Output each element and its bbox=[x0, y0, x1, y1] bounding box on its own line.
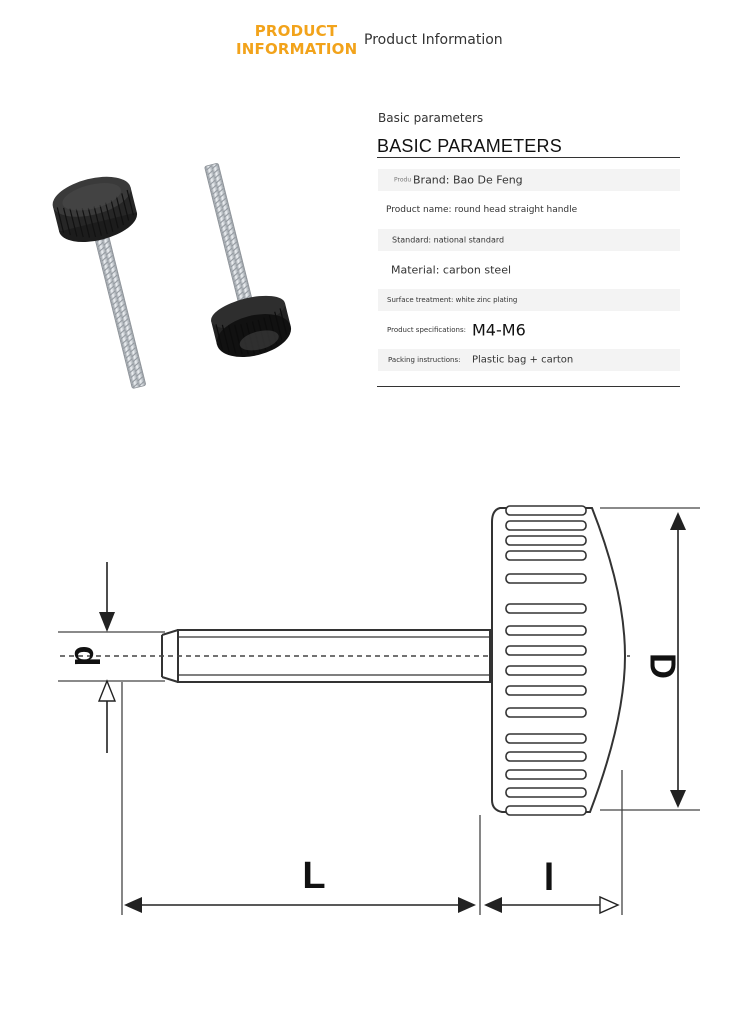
param-row-standard bbox=[378, 229, 680, 251]
right-screw bbox=[174, 160, 295, 364]
param-row-brand bbox=[378, 169, 680, 191]
param-row-material bbox=[378, 259, 680, 281]
params-top-rule bbox=[377, 157, 680, 158]
param-row-packing-label: Packing instructions: bbox=[388, 356, 461, 364]
param-row-surface-text: Surface treatment: white zinc plating bbox=[387, 296, 518, 304]
params-title: BASIC PARAMETERS bbox=[377, 136, 562, 156]
param-row-material-text: Material: carbon steel bbox=[391, 263, 512, 277]
section-title: Product Information bbox=[364, 32, 503, 48]
param-row-spec-value: M4-M6 bbox=[472, 320, 526, 340]
badge-line-1: PRODUCT bbox=[254, 22, 338, 40]
dimension-label-D: D bbox=[642, 653, 684, 679]
section-badge bbox=[236, 22, 356, 58]
dimension-label-d: d bbox=[67, 645, 106, 667]
param-row-name bbox=[378, 199, 680, 221]
badge-line-2: INFORMATION bbox=[236, 40, 358, 58]
params-subtitle: Basic parameters bbox=[378, 111, 484, 125]
param-row-surface bbox=[378, 289, 680, 311]
param-row-packing bbox=[378, 349, 680, 371]
param-row-standard-text: Standard: national standard bbox=[392, 235, 505, 245]
left-screw bbox=[49, 170, 178, 397]
param-row-brand-text: Brand: Bao De Feng bbox=[413, 173, 523, 187]
dimension-label-l: l bbox=[543, 857, 555, 899]
param-row-name-text: Product name: round head straight handle bbox=[386, 205, 578, 215]
param-row-brand-prefix: Produ bbox=[394, 176, 412, 184]
thumb-screw-dimension-drawing bbox=[0, 470, 750, 940]
thumb-screw-product-photo bbox=[40, 160, 320, 400]
param-row-spec-label: Product specifications: bbox=[387, 326, 466, 334]
param-row-packing-value: Plastic bag + carton bbox=[472, 354, 574, 366]
param-row-spec bbox=[378, 319, 680, 341]
params-bottom-rule bbox=[377, 386, 680, 387]
dimension-label-L: L bbox=[302, 855, 326, 897]
